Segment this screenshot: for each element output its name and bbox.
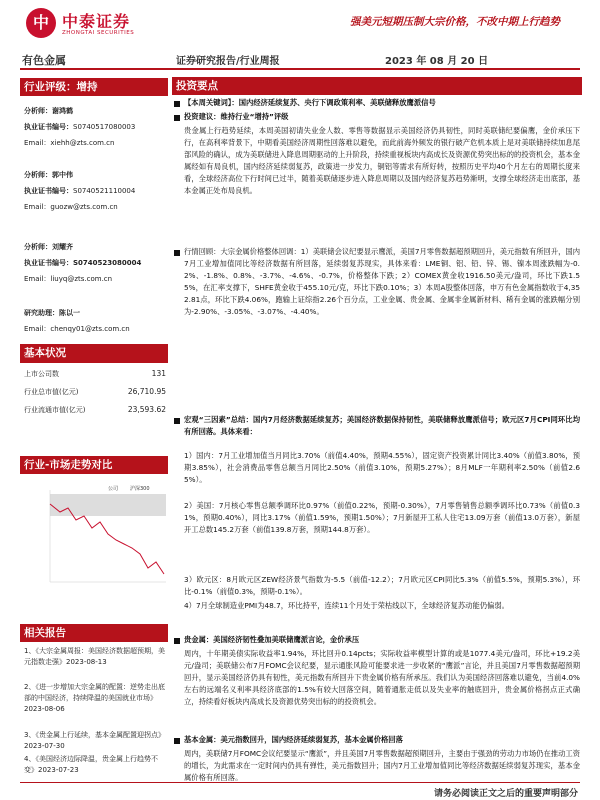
macro-summary-para: 宏观“三因素”总结：国内7月经济数据延续复苏；美国经济数据保持韧性，美联储释放鹰派信号；欧元区7月CPI同环比均有所回落。具体来看： [184,415,580,437]
legend-hs300: 沪深300 [130,486,150,492]
basic-row-total-cap: 行业总市值(亿元) 26,710.95 [24,387,166,396]
market-trend-chart [20,482,168,592]
bullet-icon [174,250,180,256]
recommendation-title: 投资建议：维持行业“增持”评级 [184,112,289,121]
basic-row-company-count: 上市公司数 131 [24,369,166,378]
base-metals-title: 基本金属：美元指数回升，国内经济延续弱复苏，基本金属价格回落 [184,735,403,744]
logo-chinese-name: 中泰证券 [62,12,131,31]
related-report-1[interactable]: 1、《大宗金属周报：美国经济数据超预期，美元指数走强》2023-08-13 [24,647,165,666]
report-slogan: 强美元短期压制大宗价格，不改中期上行趋势 [350,16,560,28]
report-date: 2023 年 08 月 20 日 [385,56,489,67]
researcher: 研究助理：陈以一 [24,309,80,317]
related-report-4[interactable]: 4、《美国经济边际降温，贵金属上行趋势不变》2023-07-23 [24,755,158,774]
analyst-1: 分析师：谢鸿鹤 [24,107,73,115]
macro-domestic-para: 1）国内：7月工业增加值当月同比3.70%（前值4.40%，预期4.55%），固定资产投资累计同比3.40%（前值3.80%，预期3.85%），社会消费品零售总额当月同比2.50%（前值3.10%，预期5.27%）；8月MLF一年期利率2.50%（前值2.65%）。 [184,451,580,485]
logo-english-name: ZHONGTAI SECURITIES [62,30,135,36]
related-report-3[interactable]: 3、《贵金属上行延续，基本金属配置迎拐点》2023-07-30 [24,731,165,750]
analyst-3: 分析师：刘耀齐 [24,243,73,251]
analyst-2-cert: 执业证书编号：S0740521110004 [24,187,136,195]
analyst-1-cert: 执业证书编号：S0740517080003 [24,123,136,131]
report-header [0,0,600,72]
hs300-area [50,494,166,516]
precious-metals-title: 贵金属：美国经济韧性叠加美联储鹰派言论，金价承压 [184,635,360,644]
report-type: 证券研究报告/行业周报 [176,56,280,67]
rating-heading: 行业评级：增持 [20,78,168,96]
market-trend-heading: 行业-市场走势对比 [20,456,168,474]
footer-divider [20,782,580,783]
key-points-heading: 投资要点 [172,77,582,95]
left-sidebar [20,72,168,782]
sector-name: 有色金属 [22,54,66,67]
recommendation-body: 贵金属上行趋势延续，本周美国初请失业金人数、零售等数据显示美国经济仍具韧性，同时美联储纪要偏鹰，金价承压下行，在高利率背景下，中期看美国经济周期性回落难以避免，而此前海外频发的银行破产危机本质上是对美联储持续加息尾部风险的确认，成为美联储进入降息周期驱动的上升阶段，持续重视板块内高成长及资源优势突出标的的投资机会，基本金属经如有局良机，国内经济延续弱复苏，政策进一步发力，铜铝等需求有所好转，按照历史平均40个月左右的周期长度来看，全球经济高位下行时间已过半，随着美联储逐步进入降息周期以及国内经济复苏趋势渐明，支撑全球经济走出底部，基本金属正处布局良机。 [184,126,580,196]
company-logo [26,8,186,42]
related-report-2[interactable]: 2、《进一步增加大宗金属的配置：逆势走出底部的中国经济，持续降温的美国就业市场》2023-08-06 [24,683,165,713]
bullet-icon [174,738,180,744]
researcher-email: Email：chenqy01@zts.com.cn [24,325,130,333]
legend-sector: 公司 [108,486,119,492]
analyst-3-email: Email：liuyq@zts.com.cn [24,275,113,283]
keywords-para: 【本周关键词】：国内经济延续复苏、央行下调政策利率、美联储释放鹰派信号 [184,98,436,107]
macro-global-pmi-para: 4）7月全球制造业PMI为48.7，环比持平，连续11个月处于荣枯线以下，全球经济复苏动能仍偏弱。 [184,601,509,610]
bullet-icon [174,418,180,424]
macro-us-para: 2）美国：7月核心零售总额季调环比0.97%（前值0.22%，预期-0.30%），7月零售销售总额季调环比0.73%（前值0.31%，预期0.40%），同比3.17%（前值1.59%，预期1.50%）；7月新屋开工私人住宅13.09万套（前值13.0万套），新屋开工总数145.2万套（前值139.8万套，预期144.8万套）。 [184,501,580,535]
macro-eurozone-para: 3）欧元区：8月欧元区ZEW经济景气指数为-5.5（前值-12.2）；7月欧元区CPI同比5.3%（前值5.5%，预期5.3%），环比-0.1%（前值0.3%，预期-0.1%）。 [184,575,580,597]
basic-top-rule [20,362,168,363]
bullet-icon [174,638,180,644]
basic-row-float-cap: 行业流通市值(亿元) 23,593.62 [24,405,166,414]
logo-mark-icon: 中 [26,8,56,38]
header-divider [20,68,580,70]
bullet-icon [174,101,180,107]
precious-metals-body: 周内，十年期美债实际收益率1.94%，环比回升0.14pcts；实际收益率模型计算的或是1077.4美元/盎司，环比+19.2美元/盎司；美联储公布7月FOMC会议纪要，显示通胀风险可能要求进一步收紧的“鹰派”言论，并且美国7月零售数据超预期回升，显示美国经济仍具有韧性，美元指数有所回升下贵金属价格有所承压。我们认为美国经济回落难以避免，当前4.0%左右的远端名义利率具经济底部的1.5%有较大回落空间，随着通胀走低以及失业率的触底回升，贵金属价格拐点正式确立，持续看好板块内高成长及资源优势突出标的的投资机会。 [184,649,580,707]
related-reports-heading: 相关报告 [20,624,168,642]
bullet-icon [174,115,180,121]
basic-status-heading: 基本状况 [20,344,168,362]
footer-disclaimer: 请务必阅读正文之后的重要声明部分 [433,789,578,799]
analyst-2-email: Email：guozw@zts.com.cn [24,203,118,211]
market-trend-chart-svg [20,482,168,592]
base-metals-body: 周内，美联储7月FOMC会议纪要显示“鹰派”，并且美国7月零售数据超预期回升，主要由于强劲的劳动力市场仍在推动工资的增长，为此需求在一定时间内仍具有弹性，美元指数回升；国内7月工业增加值同比等经济数据延续弱复苏现实，基本金属价格有所回落。 [184,749,580,783]
analyst-2: 分析师：郭中伟 [24,171,73,179]
main-content [172,72,582,783]
analyst-1-email: Email：xiehh@zts.com.cn [24,139,115,147]
analyst-3-cert: 执业证书编号：S0740523080004 [24,259,142,267]
market-review-para: 行情回顾：大宗金属价格整体回调：1）美联储会议纪要显示鹰派，美国7月零售数据超预期回升，美元指数有所回升，国内7月工业增加值同比等经济数据有所回落，延续弱复苏现实，具体来看：LME铜、铝、铅、锌、锡、镍本周涨跌幅为-0.2%、-1.8%、0.8%、-3.7%、-4.6%、-0.7%，价格整体下跌；2）COMEX黄金收1916.50美元/盎司，环比下跌1.55%，在汇率支撑下，SHFE黄金收于455.10元/克，环比下跌0.10%；3）本周A股整体回落，申万有色金属指数收于4,352.81点，环比下跌4.06%，跑输上证综指2.26个百分点，工业金属、贵金属、金属非金属新材料、稀有金属的涨跌幅分别为-2.90%、-3.05%、-3.07%、-4.40%。 [184,247,581,317]
